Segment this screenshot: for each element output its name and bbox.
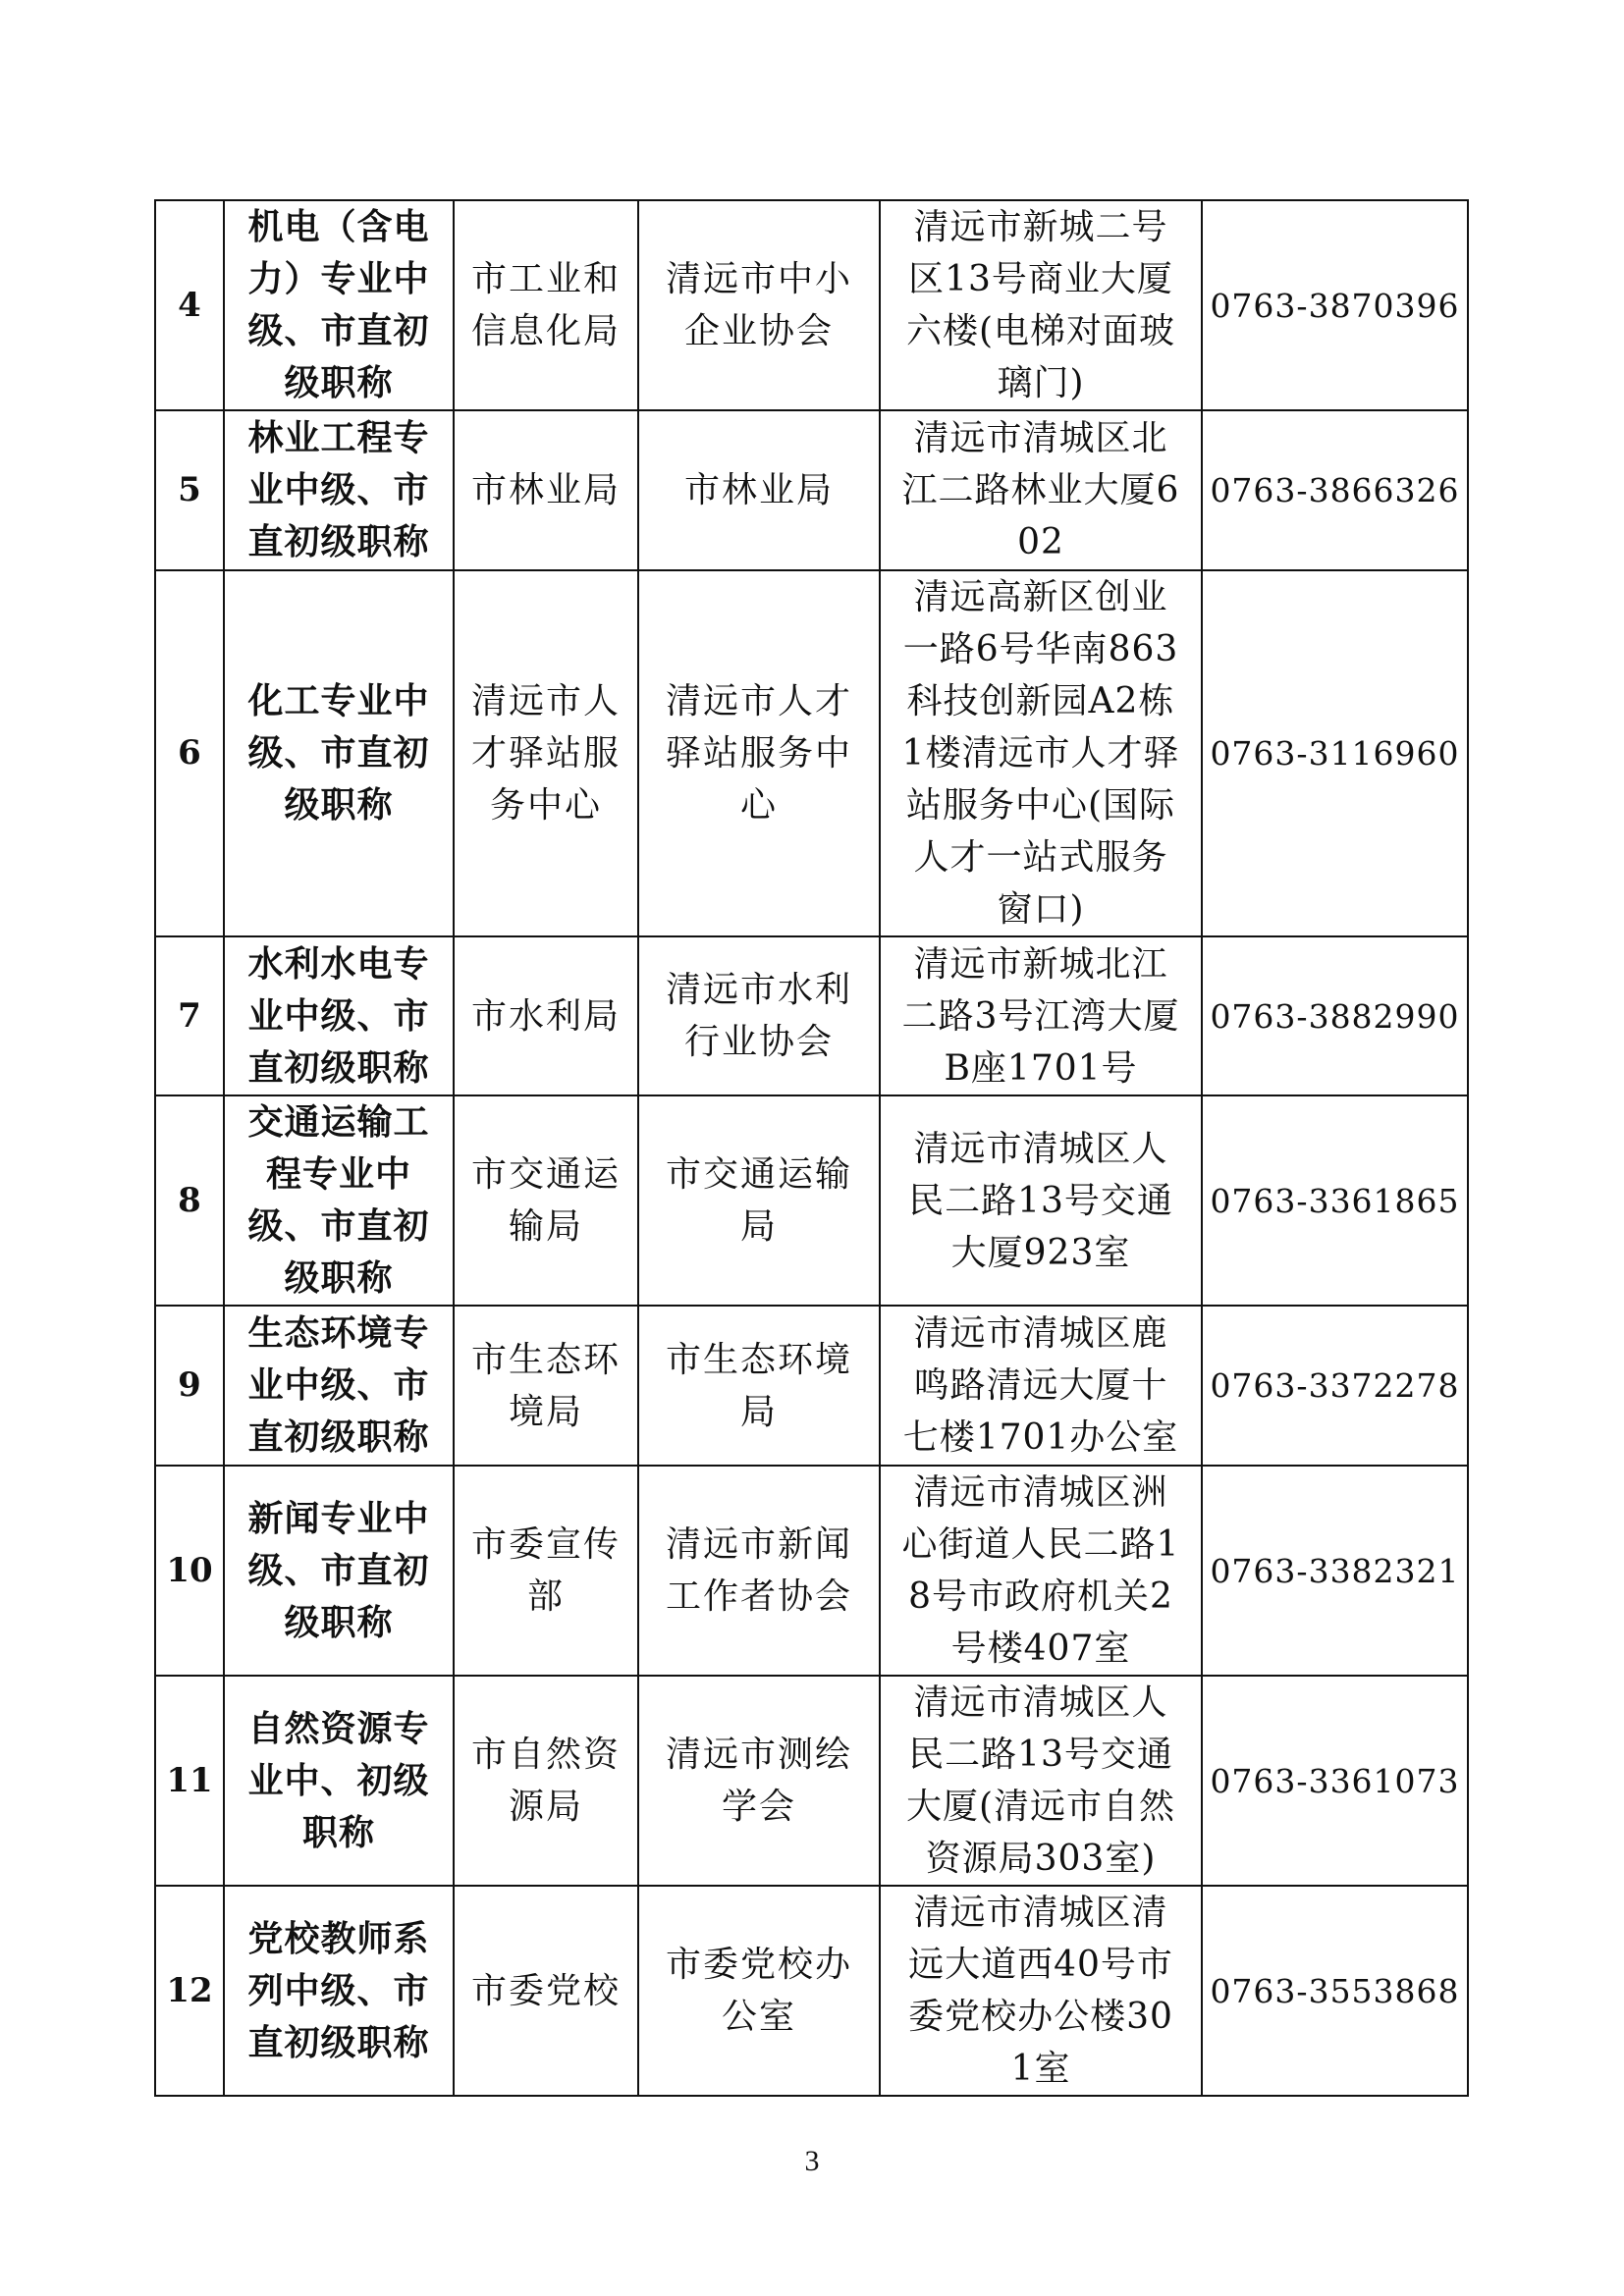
table-row — [155, 1886, 1468, 2096]
department-cell: 市自然资源局 — [454, 1676, 638, 1886]
address-cell: 清远市新城北江二路3号江湾大厦B座1701号 — [880, 936, 1202, 1095]
title-category-cell: 自然资源专业中、初级职称 — [224, 1676, 454, 1886]
organization-cell: 清远市新闻工作者协会 — [638, 1466, 880, 1676]
address-cell: 清远市新城二号区13号商业大厦六楼(电梯对面玻璃门) — [880, 200, 1202, 410]
organization-cell: 清远市测绘学会 — [638, 1676, 880, 1886]
phone-cell: 0763-3870396 — [1202, 200, 1468, 410]
row-number-cell: 10 — [155, 1466, 224, 1676]
phone-cell: 0763-3372278 — [1202, 1306, 1468, 1466]
row-number-cell: 9 — [155, 1306, 224, 1466]
title-category-cell: 化工专业中级、市直初级职称 — [224, 570, 454, 936]
organization-cell: 市生态环境局 — [638, 1306, 880, 1466]
table-row — [155, 1306, 1468, 1466]
organization-cell: 清远市中小企业协会 — [638, 200, 880, 410]
table-row — [155, 410, 1468, 570]
address-cell: 清远高新区创业一路6号华南863科技创新园A2栋1楼清远市人才驿站服务中心(国际人才一站式服务窗口) — [880, 570, 1202, 936]
department-cell: 市水利局 — [454, 936, 638, 1095]
department-cell: 市委宣传部 — [454, 1466, 638, 1676]
phone-cell: 0763-3361073 — [1202, 1676, 1468, 1886]
contact-table — [154, 199, 1469, 2097]
organization-cell: 清远市人才驿站服务中心 — [638, 570, 880, 936]
address-cell: 清远市清城区人民二路13号交通大厦923室 — [880, 1095, 1202, 1306]
table-row — [155, 936, 1468, 1095]
organization-cell: 清远市水利行业协会 — [638, 936, 880, 1095]
table-row — [155, 1466, 1468, 1676]
title-category-cell: 新闻专业中级、市直初级职称 — [224, 1466, 454, 1676]
address-cell: 清远市清城区北江二路林业大厦602 — [880, 410, 1202, 570]
phone-cell: 0763-3866326 — [1202, 410, 1468, 570]
address-cell: 清远市清城区洲心街道人民二路18号市政府机关2号楼407室 — [880, 1466, 1202, 1676]
title-category-cell: 交通运输工程专业中级、市直初级职称 — [224, 1095, 454, 1306]
row-number-cell: 5 — [155, 410, 224, 570]
title-category-cell: 林业工程专业中级、市直初级职称 — [224, 410, 454, 570]
organization-cell: 市委党校办公室 — [638, 1886, 880, 2096]
address-cell: 清远市清城区鹿鸣路清远大厦十七楼1701办公室 — [880, 1306, 1202, 1466]
phone-cell: 0763-3882990 — [1202, 936, 1468, 1095]
title-category-cell: 机电（含电力）专业中级、市直初级职称 — [224, 200, 454, 410]
row-number-cell: 7 — [155, 936, 224, 1095]
department-cell: 清远市人才驿站服务中心 — [454, 570, 638, 936]
row-number-cell: 6 — [155, 570, 224, 936]
title-category-cell: 生态环境专业中级、市直初级职称 — [224, 1306, 454, 1466]
organization-cell: 市林业局 — [638, 410, 880, 570]
address-cell: 清远市清城区清远大道西40号市委党校办公楼301室 — [880, 1886, 1202, 2096]
row-number-cell: 11 — [155, 1676, 224, 1886]
department-cell: 市生态环境局 — [454, 1306, 638, 1466]
department-cell: 市委党校 — [454, 1886, 638, 2096]
table-row — [155, 570, 1468, 936]
row-number-cell: 8 — [155, 1095, 224, 1306]
department-cell: 市林业局 — [454, 410, 638, 570]
row-number-cell: 4 — [155, 200, 224, 410]
table-row — [155, 1095, 1468, 1306]
row-number-cell: 12 — [155, 1886, 224, 2096]
title-category-cell: 水利水电专业中级、市直初级职称 — [224, 936, 454, 1095]
address-cell: 清远市清城区人民二路13号交通大厦(清远市自然资源局303室) — [880, 1676, 1202, 1886]
department-cell: 市交通运输局 — [454, 1095, 638, 1306]
organization-cell: 市交通运输局 — [638, 1095, 880, 1306]
department-cell: 市工业和信息化局 — [454, 200, 638, 410]
table-row — [155, 1676, 1468, 1886]
title-category-cell: 党校教师系列中级、市直初级职称 — [224, 1886, 454, 2096]
phone-cell: 0763-3361865 — [1202, 1095, 1468, 1306]
phone-cell: 0763-3553868 — [1202, 1886, 1468, 2096]
phone-cell: 0763-3382321 — [1202, 1466, 1468, 1676]
phone-cell: 0763-3116960 — [1202, 570, 1468, 936]
page-number: 3 — [804, 2145, 820, 2177]
table-row — [155, 200, 1468, 410]
